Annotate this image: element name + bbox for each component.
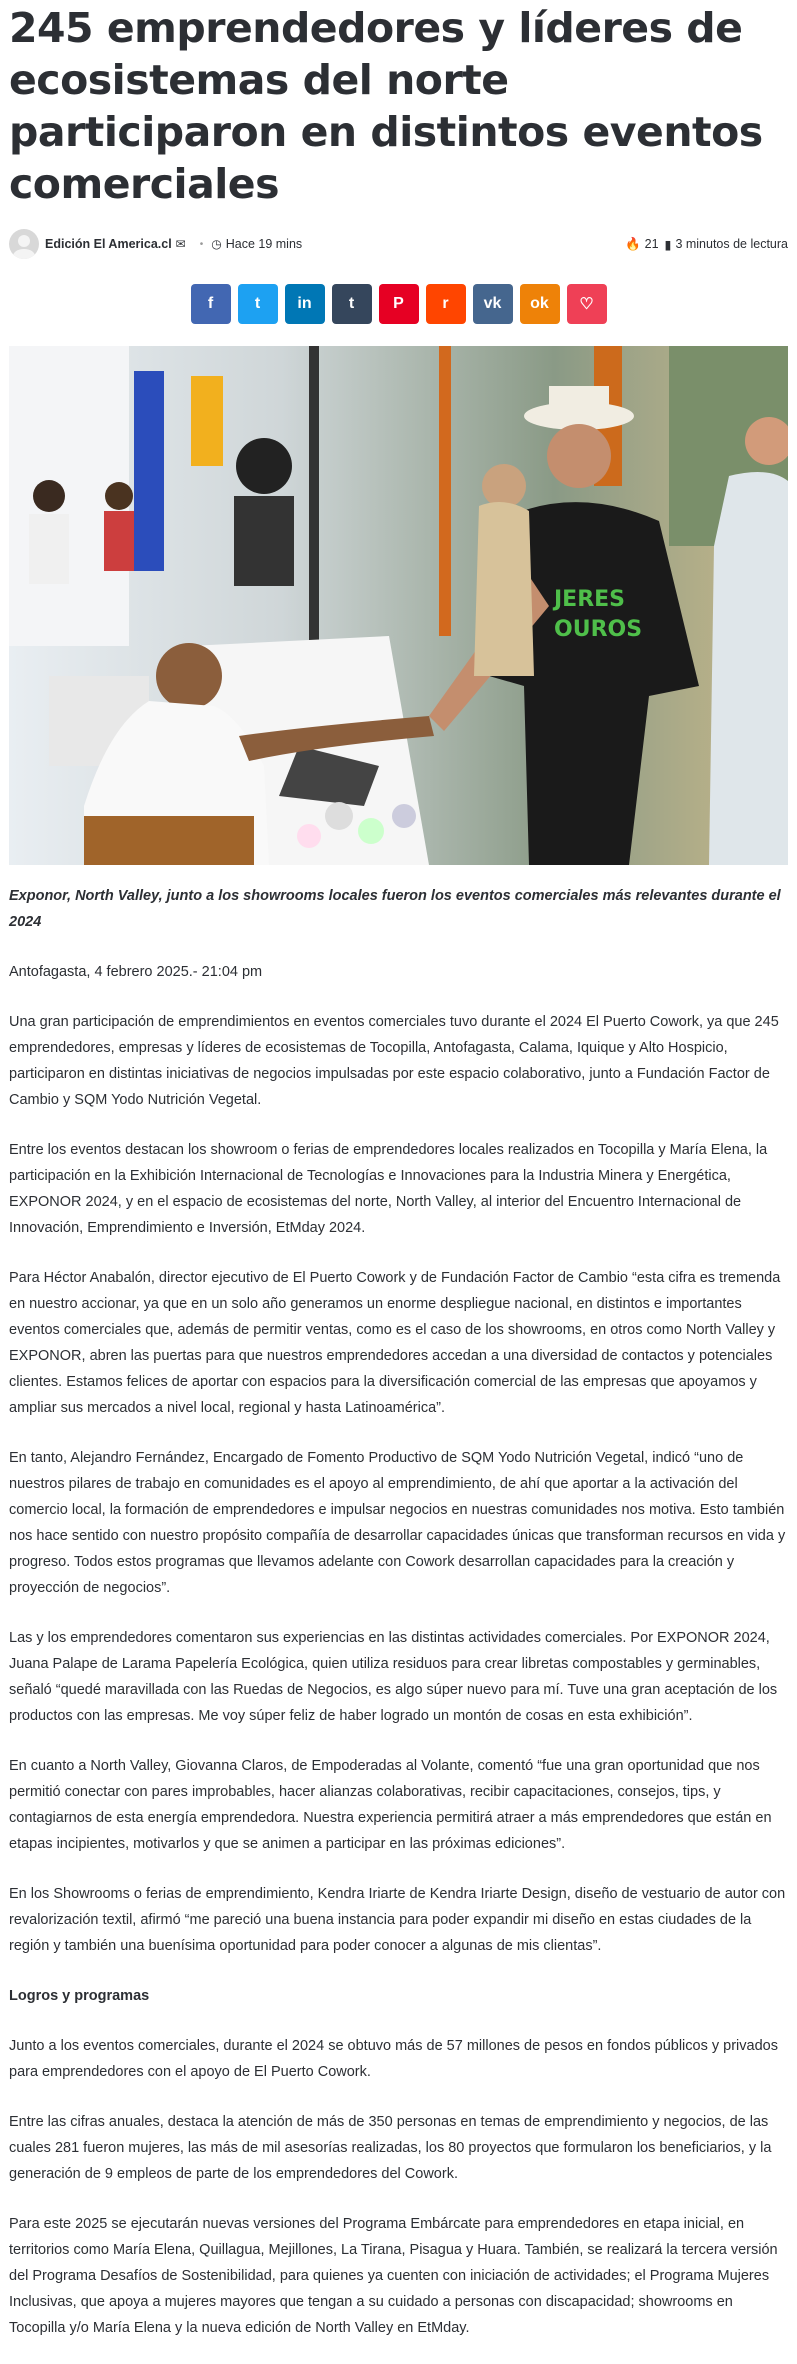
vk-icon: vk bbox=[483, 295, 502, 312]
article-meta bbox=[9, 226, 788, 262]
meta-left bbox=[9, 229, 302, 259]
tumblr-icon: t bbox=[348, 295, 355, 312]
separator-dot: • bbox=[199, 238, 204, 250]
article-paragraph: En los Showrooms o ferias de emprendimiento, Kendra Iriarte de Kendra Iriarte Design, diseño de vestuario de autor con revalorización textil, afirmó “me pareció una buena instancia para poder expandir mi diseño en estas ciudades de la región y también una buenísima oportunidad para poder conocer a algunas de mis clientas”. bbox=[9, 1886, 786, 1954]
article-title: 245 emprendedores y líderes de ecosistemas del norte participaron en distintos eventos comerciales bbox=[9, 4, 763, 208]
share-linkedin-button[interactable] bbox=[285, 284, 325, 324]
article-subheading: Logros y programas bbox=[9, 1988, 150, 2004]
article-paragraph: Entre los eventos destacan los showroom o ferias de emprendedores locales realizados en Tocopilla y María Elena, la participación en la Exhibición Internacional de Tecnologías e Innovaciones para la Industria Minera y Energética, EXPONOR 2024, y en el espacio de ecosistemas del norte, North Valley, al interior del Encuentro Internacional de Innovación, Emprendimiento e Inversión, EtMday 2024. bbox=[9, 1142, 768, 1236]
share-twitter-button[interactable] bbox=[238, 284, 278, 324]
facebook-icon: f bbox=[207, 295, 214, 312]
share-reddit-button[interactable] bbox=[426, 284, 466, 324]
share-tumblr-button[interactable] bbox=[332, 284, 372, 324]
reddit-icon: r bbox=[442, 295, 449, 312]
linkedin-icon: in bbox=[297, 295, 312, 312]
author-link[interactable]: Edición El America.cl bbox=[45, 237, 172, 251]
article-lead: Exponor, North Valley, junto a los showrooms locales fueron los eventos comerciales más relevantes durante el 2024 bbox=[9, 888, 781, 930]
meta-right bbox=[621, 237, 788, 252]
article-photo bbox=[9, 346, 788, 865]
svg-text:JERES: JERES bbox=[554, 587, 626, 612]
article-paragraph: Junto a los eventos comerciales, durante el 2024 se obtuvo más de 57 millones de pesos en fondos públicos y privados para emprendedores con el apoyo de El Puerto Cowork. bbox=[9, 2038, 778, 2080]
avatar[interactable] bbox=[9, 229, 39, 259]
mail-icon[interactable]: ✉ bbox=[175, 237, 186, 251]
odnoklassniki-icon: ok bbox=[530, 295, 549, 312]
article-paragraph: Para este 2025 se ejecutarán nuevas versiones del Programa Embárcate para emprendedores en etapa inicial, en territorios como María Elena, Quillagua, Mejillones, La Tirana, Pisagua y Huara. También, se realizará la tercera versión del Programa Desafíos de Sostenibilidad, para quienes ya cuenten con iniciación de actividades; el Programa Mujeres Inclusivas, que apoya a mujeres mayores que tengan a su cuidado a personas con discapacidad; showrooms en Tocopilla y/o María Elena y la nueva edición de North Valley en EtMday. bbox=[9, 2216, 778, 2336]
article-paragraph: Las y los emprendedores comentaron sus experiencias en las distintas actividades comerciales. Por EXPONOR 2024, Juana Palape de Larama Papelería Ecológica, quien utiliza residuos para crear libretas compostables y germinables, señaló “quedé maravillada con las Ruedas de Negocios, es algo súper nuevo para mí. Tuve una gran aceptación de los productos con las empresas. Me voy súper feliz de haber logrado un montón de cosas en esta exhibición”. bbox=[9, 1630, 778, 1724]
bookmark-icon: ▮ bbox=[664, 237, 672, 252]
pinterest-icon: P bbox=[393, 295, 404, 312]
time-ago: Hace 19 mins bbox=[225, 237, 303, 251]
article-body bbox=[9, 883, 788, 2341]
share-buttons bbox=[9, 284, 788, 324]
article-paragraph: Una gran participación de emprendimientos en eventos comerciales tuvo durante el 2024 El Puerto Cowork, ya que 245 emprendedores, empresas y líderes de ecosistemas de Tocopilla, Antofagasta, Calama, Iquique y Alto Hospicio, participaron en distintas iniciativas de negocios impulsadas por este espacio colaborativo, junto a Fundación Factor de Cambio y SQM Yodo Nutrición Vegetal. bbox=[9, 1014, 779, 1108]
article-paragraph: En tanto, Alejandro Fernández, Encargado de Fomento Productivo de SQM Yodo Nutrición Vegetal, indicó “uno de nuestros pilares de trabajo en comunidades es el apoyo al emprendimiento, de ahí que aportar a la activación del comercio local, la formación de emprendedores e impulsar negocios en nuestras comunidades nos motiva. Esto también nos hace sentido con nuestro propósito compañía de desarrollar capacidades únicas que transforman recursos en vida y progreso. Todos estos programas que llevamos adelante con Cowork desarrollan capacidades para la creación y proyección de negocios”. bbox=[9, 1450, 786, 1596]
fire-icon: 🔥 bbox=[625, 236, 641, 251]
read-time: 3 minutos de lectura bbox=[675, 237, 788, 251]
article-paragraph: En cuanto a North Valley, Giovanna Claros, de Empoderadas al Volante, comentó “fue una gran oportunidad que nos permitió conectar con pares improbables, hacer alianzas colaborativas, recibir capacitaciones, consejos, tips, y contagiarnos de esta energía emprendedora. Nuestra experiencia permitirá atraer a más emprendedores que están en etapas incipientes, motivarlos y que se animen a participar en las próximas ediciones”. bbox=[9, 1758, 772, 1852]
article-paragraph: Entre las cifras anuales, destaca la atención de más de 350 personas en temas de emprendimiento y negocios, de las cuales 281 fueron mujeres, las más de mil asesorías realizadas, los 80 proyectos que formularon los beneficiarios, y la generación de 9 empleos de parte de los emprendedores del Cowork. bbox=[9, 2114, 772, 2182]
clock-icon: ◷ bbox=[211, 237, 222, 251]
twitter-icon: t bbox=[254, 295, 261, 312]
pocket-icon: ♡ bbox=[579, 296, 594, 313]
share-vk-button[interactable] bbox=[473, 284, 513, 324]
article-dateline: Antofagasta, 4 febrero 2025.- 21:04 pm bbox=[9, 964, 263, 980]
article-paragraph: Para Héctor Anabalón, director ejecutivo de El Puerto Cowork y de Fundación Factor de Cambio “esta cifra es tremenda en nuestro accionar, ya que en un solo año generamos un enorme despliegue nacional, en distintos e importantes eventos comerciales que, además de permitir ventas, como es el caso de los showrooms, en otros como North Valley y EXPONOR, abren las puertas para que nuestros emprendedores accedan a una diversidad de contactos y potenciales clientes. Estamos felices de aportar con espacios para la diversificación comercial de las empresas que apoyamos y ampliar sus mercados a nivel local, regional y hasta Latinoamérica”. bbox=[9, 1270, 781, 1416]
share-odnoklassniki-button[interactable] bbox=[520, 284, 560, 324]
share-pinterest-button[interactable] bbox=[379, 284, 419, 324]
share-facebook-button[interactable] bbox=[191, 284, 231, 324]
views-count: 21 bbox=[644, 237, 659, 251]
svg-text:OUROS: OUROS bbox=[554, 617, 643, 642]
share-pocket-button[interactable] bbox=[567, 284, 607, 324]
